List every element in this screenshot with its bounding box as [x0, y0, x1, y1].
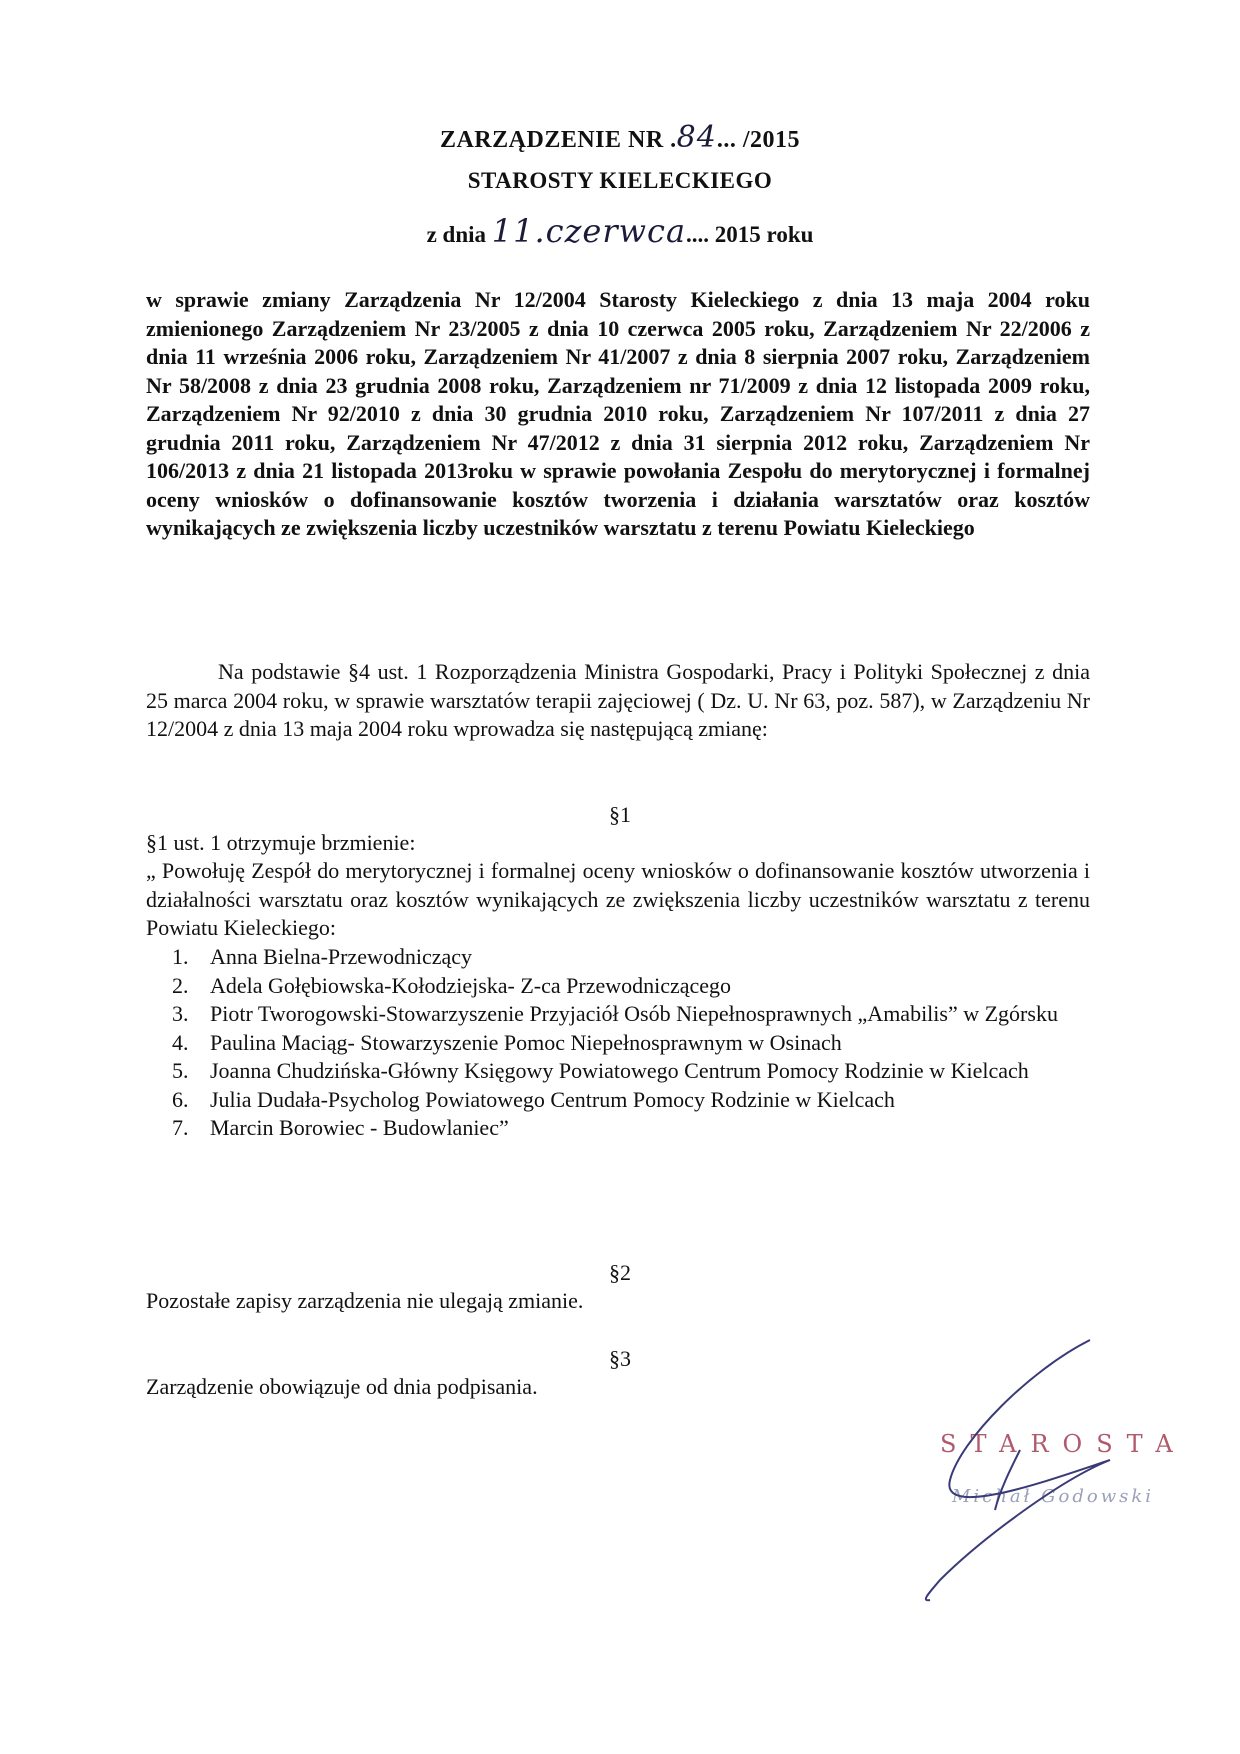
handwritten-number: 84 — [676, 120, 717, 155]
handwritten-date: 11.czerwca — [491, 212, 687, 250]
section-1-quote: „ Powołuję Zespół do merytorycznej i formalnej oceny wniosków o dofinansowanie kosztów utworzenia i działalności warsztatu oraz kosztów wynikających ze zwiększenia liczby uczestników warsztatu z terenu Powiatu Kieleckiego: — [146, 858, 1090, 940]
date-suffix: .... 2015 roku — [686, 222, 814, 247]
list-item — [172, 943, 1090, 972]
list-item-number: 7. — [172, 1115, 189, 1140]
document-date — [0, 212, 1240, 250]
list-item-number: 1. — [172, 944, 189, 969]
list-item — [172, 1057, 1090, 1086]
section-1-mark: §1 — [609, 802, 631, 827]
list-item — [172, 1086, 1090, 1115]
section-3-text: Zarządzenie obowiązuje od dnia podpisania. — [146, 1374, 538, 1399]
list-item-number: 5. — [172, 1058, 189, 1083]
document-title — [0, 120, 1240, 155]
section-3-mark: §3 — [609, 1346, 631, 1371]
list-item — [172, 972, 1090, 1001]
stamp-title: STAROSTA — [940, 1430, 1187, 1458]
title-prefix: ZARZĄDZENIE NR . — [439, 127, 677, 153]
list-item-text: Anna Bielna-Przewodniczący — [210, 944, 473, 969]
list-item — [172, 1000, 1090, 1029]
section-2-mark: §2 — [609, 1260, 631, 1285]
list-item — [172, 1114, 1090, 1143]
list-item-text: Paulina Maciąg- Stowarzyszenie Pomoc Niepełnosprawnym w Osinach — [210, 1029, 842, 1055]
list-item-number: 4. — [172, 1029, 189, 1055]
legal-basis-paragraph: Na podstawie §4 ust. 1 Rozporządzenia Ministra Gospodarki, Pracy i Polityki Społecznej z dnia 25 marca 2004 roku, w sprawie warsztatów terapii zajęciowej ( Dz. U. Nr 63, poz. 587), w Zarządzeniu Nr 12/2004 z dnia 13 maja 2004 roku wprowadza się następującą zmianę: — [146, 659, 1090, 741]
date-prefix: z dnia — [426, 222, 492, 247]
section-1-intro: §1 ust. 1 otrzymuje brzmienie: — [146, 830, 416, 855]
list-item-text: Julia Dudała-Psycholog Powiatowego Centrum Pomocy Rodzinie w Kielcach — [210, 1086, 895, 1112]
issuer-title: STAROSTY KIELECKIEGO — [467, 168, 773, 193]
section-2-text: Pozostałe zapisy zarządzenia nie ulegają zmianie. — [146, 1288, 584, 1313]
list-item — [172, 1029, 1090, 1058]
list-item-text: Joanna Chudzińska-Główny Księgowy Powiatowego Centrum Pomocy Rodzinie w Kielcach — [210, 1058, 1029, 1083]
team-members-list — [172, 943, 1090, 1143]
list-item-number: 6. — [172, 1086, 189, 1112]
list-item-text: Adela Gołębiowska-Kołodziejska- Z-ca Przewodniczącego — [210, 972, 732, 998]
stamp-name: Michał Godowski — [952, 1486, 1155, 1507]
document-subject: w sprawie zmiany Zarządzenia Nr 12/2004 Starosty Kieleckiego z dnia 13 maja 2004 roku zmienionego Zarządzeniem Nr 23/2005 z dnia 10 czerwca 2005 roku, Zarządzeniem Nr 22/2006 z dnia 11 września 2006 roku, Zarządzeniem Nr 41/2007 z dnia 8 sierpnia 2007 roku, Zarządzeniem Nr 58/2008 z dnia 23 grudnia 2008 roku, Zarządzeniem nr 71/2009 z dnia 12 listopada 2009 roku, Zarządzeniem Nr 92/2010 z dnia 30 grudnia 2010 roku, Zarządzeniem Nr 107/2011 z dnia 27 grudnia 2011 roku, Zarządzeniem Nr 47/2012 z dnia 31 sierpnia 2012 roku, Zarządzeniem Nr 106/2013 z dnia 21 listopada 2013roku w sprawie powołania Zespołu do merytorycznej i formalnej oceny wniosków o dofinansowanie kosztów tworzenia i działania warsztatów oraz kosztów wynikających ze zwiększenia liczby uczestników warsztatu z terenu Powiatu Kieleckiego — [146, 287, 1090, 540]
list-item-text: Marcin Borowiec - Budowlaniec” — [210, 1115, 509, 1140]
signature-icon — [900, 1330, 1160, 1610]
list-item-number: 2. — [172, 972, 189, 998]
list-item-text: Piotr Tworogowski-Stowarzyszenie Przyjaciół Osób Niepełnosprawnych „Amabilis” w Zgórsku — [210, 1001, 1058, 1026]
title-suffix: ... /2015 — [716, 127, 801, 153]
list-item-number: 3. — [172, 1001, 189, 1026]
